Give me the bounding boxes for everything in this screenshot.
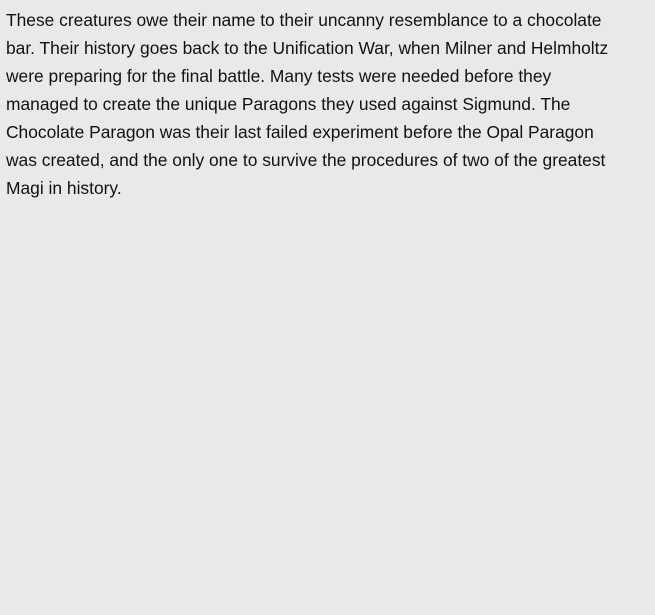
lore-line-1: These creatures owe their name to their uncanny resemblance to a chocolate [6,10,602,30]
lore-line-3: were preparing for the final battle. Many tests were needed before they [6,66,552,86]
lore-description [6,6,646,202]
lore-line-5: Chocolate Paragon was their last failed experiment before the Opal Paragon [6,122,594,142]
lore-line-4: managed to create the unique Paragons they used against Sigmund. The [6,94,571,114]
lore-line-2: bar. Their history goes back to the Unification War, when Milner and Helmholtz [6,38,609,58]
lore-line-6: was created, and the only one to survive the procedures of two of the greatest [6,150,606,170]
lore-line-7: Magi in history. [6,178,122,198]
